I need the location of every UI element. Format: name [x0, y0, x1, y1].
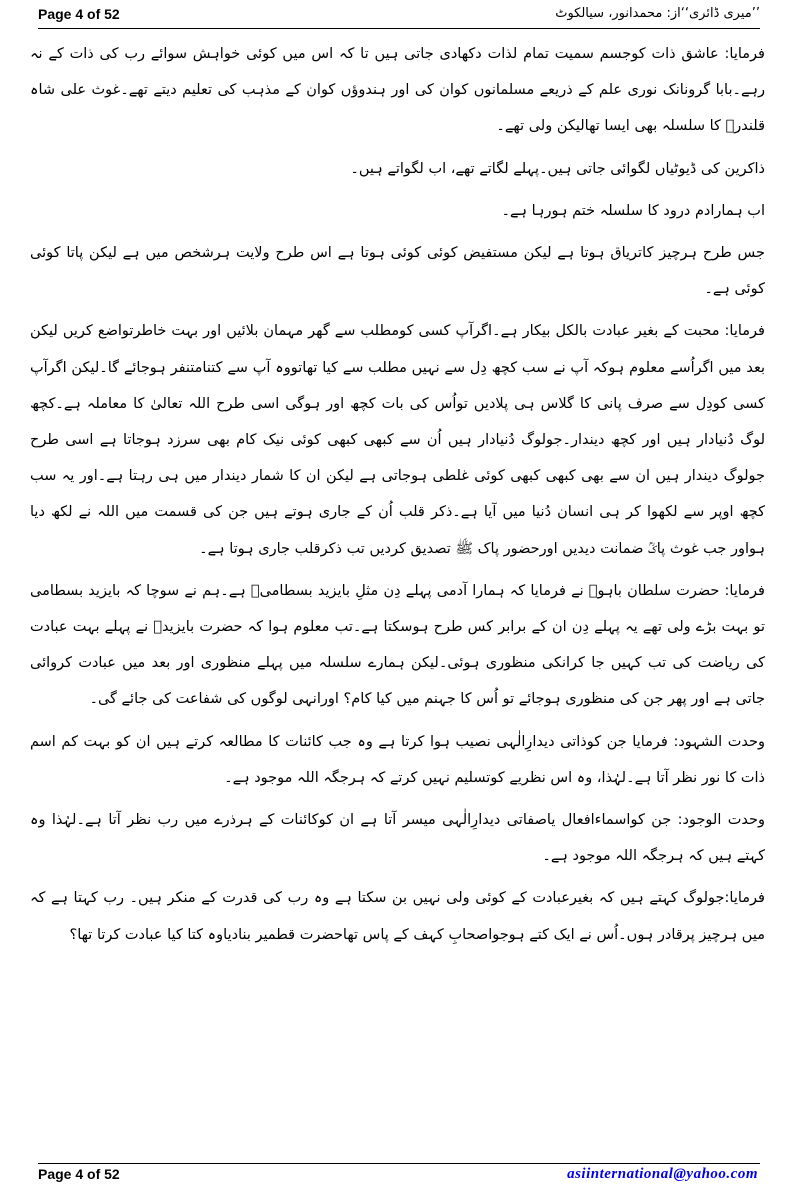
paragraph-text: ذاکرین کی ڈیوٹیاں لگوائی جاتی ہیں۔پہلے لگاتے تھے، اب لگواتے ہیں۔: [350, 160, 765, 177]
footer-page-indicator: Page 4 of 52: [38, 1166, 120, 1182]
paragraph: [30, 193, 765, 229]
paragraph-text: فرمایا جن کوذاتی دیدارِالٰہی نصیب ہوا کرتا ہے وہ جب کائنات کا مطالعہ کرتے ہیں ان کو بہت کم اسم ذات کا نور نظر آتا ہے۔لہٰذا، وہ اس نظریے کوتسلیم نہیں کرتے کہ ہرجگہ اللہ موجود ہے۔: [30, 733, 765, 786]
paragraph-text: جولوگ کہتے ہیں کہ بغیرعبادت کے کوئی ولی نہیں بن سکتا ہے وہ رب کی قدرت کے منکر ہیں۔ رب کہتا ہے کہ میں ہرچیز پرقادر ہوں۔اُس نے ایک کتے ہوجواصحابِ کہف کے پاس تھاحضرت قطمیر بنادیاوہ کتا کیا عبادت کرتا تھا؟: [30, 890, 765, 943]
paragraph-label: فرمایا:: [724, 582, 765, 599]
paragraph-label: فرمایا:: [724, 890, 765, 907]
paragraph-label: وحدت الشہود:: [673, 733, 765, 750]
page-header: [38, 4, 760, 28]
header-book-title: ’’میری ڈائری‘‘از: محمدانور، سیالکوٹ: [555, 6, 760, 21]
footer-email-link[interactable]: asiinternational@yahoo.com: [567, 1166, 758, 1182]
paragraph-text: حضرت سلطان باہوؒ نے فرمایا کہ ہمارا آدمی پہلے دِن مثلِ بایزید بسطامیؒ ہے۔ہم نے سوچا کہ بایزید بسطامی تو بہت بڑے ولی تھے یہ پہلے دِن ان کے برابر کس طرح ہوسکتا ہے۔تب معلوم ہوا کہ حضرت بایزیدؒ نے پہلے بہت عبادت کی ریاضت کی تب کہیں جا کرانکی منظوری ہوئی۔لیکن ہمارے سلسلہ میں پہلے منظوری اور بعد میں عبادت کروائی جاتی ہے اور پھر جن کی منظوری ہوجائے تو اُس کا جہنم میں کیا کام؟ اورانہی لوگوں کی شفاعت کی جائے گی۔: [30, 582, 765, 708]
paragraph: [30, 235, 765, 307]
paragraph-label: فرمایا:: [724, 323, 765, 340]
paragraph-text: محبت کے بغیر عبادت بالکل بیکار ہے۔اگرآپ کسی کومطلب سے گھر مہمان بلائیں اور بہت خاطرتواضع کریں لیکن بعد میں اگراُسے معلوم ہوکہ آپ نے سب کچھ دِل سے نہیں مطلب سے کیا تھاتووہ آپ سے کتنامتنفر ہوجائے گا۔لیکن اگرآپ کسی کودِل سے صرف پانی کا گلاس ہی پلادیں تواُس کی بات کچھ اور ہوگی اسی طرح اللہ تعالیٰ کا معاملہ ہے۔کچھ لوگ دُنیادار ہیں اور کچھ دیندار۔جولوگ دُنیادار ہیں اُن سے کبھی کبھی کوئی نیک کام بھی سرزد ہوجاتا ہے اسی طرح جولوگ دیندار ہیں ان سے بھی کبھی کبھی کوئی غلطی ہوجاتی ہے لیکن ان کا شمار دیندار میں ہی رہتا ہے۔اور یہ سب کچھ اوپر سے لکھوا کر ہی انسان دُنیا میں آیا ہے۔ذکر قلب اُن کے جاری ہوتے ہیں جن کی قسمت میں اللہ نے لکھ دیا ہواور جب غوث پاکؒ ضمانت دیدیں اورحضور پاک ﷺ تصدیق کردیں تب ذکرقلب جاری ہوتا ہے۔: [30, 323, 765, 557]
paragraph: [30, 151, 765, 187]
paragraph-text: جن کواسماءافعال یاصفاتی دیدارِالٰہی میسر آتا ہے ان کوکائنات کے ہرذرے میں رب نظر آتا ہے۔لہٰذا وہ کہتے ہیں کہ ہرجگہ اللہ موجود ہے۔: [30, 812, 765, 865]
paragraph-label: فرمایا:: [724, 46, 765, 62]
header-page-indicator: Page 4 of 52: [38, 6, 120, 22]
paragraph-text: جس طرح ہرچیز کاتریاق ہوتا ہے لیکن مستفیض کوئی کوئی ہوتا ہے اس طرح ولایت ہرشخص میں ہے لیکن پاتا کوئی کوئی ہے۔: [30, 245, 765, 298]
paragraph: [30, 36, 765, 145]
footer-divider: [38, 1163, 760, 1164]
paragraph: [30, 573, 765, 718]
paragraph: [30, 724, 765, 796]
paragraph-text: عاشق ذات کوجسم سمیت تمام لذات دکھادی جاتی ہیں تا کہ اس میں کوئی خواہش سوائے رب کی ذات کے نہ رہے۔بابا گرونانک نوری علم کے ذریعے مسلمانوں کوان کی اور ہندوؤں کوان کے مذہب کی تعلیم دیتے تھے۔غوث علی شاہ قلندرؒ کا سلسلہ بھی ایسا تھالیکن ولی تھے۔: [30, 46, 765, 135]
paragraph: [30, 313, 765, 566]
paragraph-text: اب ہمارادم درود کا سلسلہ ختم ہورہا ہے۔: [501, 202, 765, 219]
paragraph-label: وحدت الوجود:: [677, 812, 765, 829]
paragraph: [30, 880, 765, 952]
paragraph: [30, 802, 765, 874]
header-divider: [38, 28, 760, 29]
document-body: [30, 36, 765, 953]
